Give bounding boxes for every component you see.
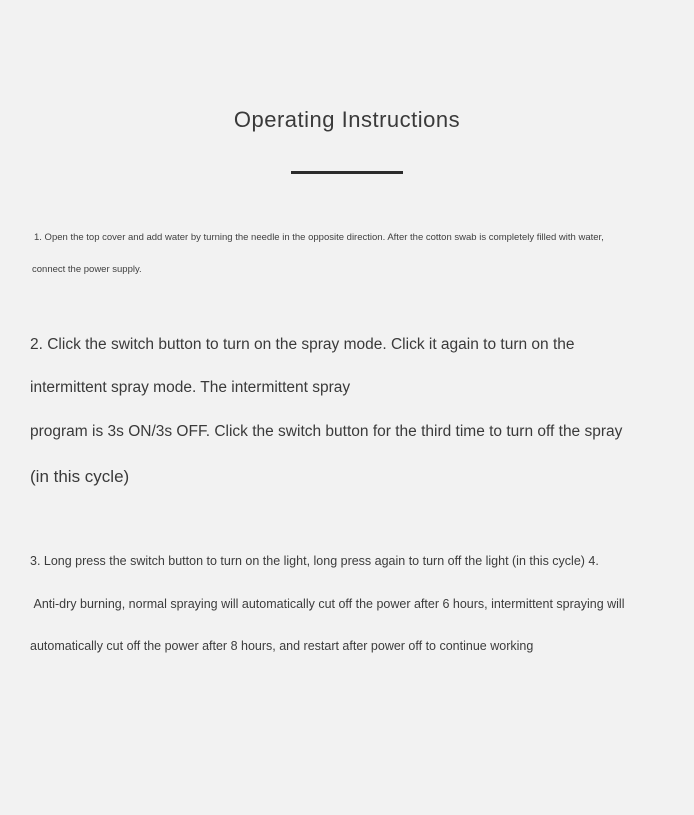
instruction-step-3 bbox=[0, 540, 694, 668]
instruction-step-2 bbox=[0, 323, 694, 501]
instruction-line: program is 3s ON/3s OFF. Click the switch button for the third time to turn off the spray bbox=[30, 422, 623, 440]
instruction-line: 1. Open the top cover and add water by turning the needle in the opposite direction. After the cotton swab is completely filled with water, bbox=[34, 232, 604, 244]
instruction-line: (in this cycle) bbox=[30, 466, 130, 486]
instruction-line: intermittent spray mode. The intermittent spray bbox=[30, 379, 351, 397]
instructions-page bbox=[0, 15, 694, 815]
title-divider-wrapper bbox=[0, 171, 694, 174]
instruction-line: connect the power supply. bbox=[32, 264, 142, 276]
instruction-step-1 bbox=[0, 222, 694, 287]
page-title: Operating Instructions bbox=[233, 106, 461, 132]
instruction-line: Anti-dry burning, normal spraying will automatically cut off the power after 6 hours, intermittent spraying will bbox=[30, 596, 625, 611]
instruction-line: 3. Long press the switch button to turn on the light, long press again to turn off the light (in this cycle) 4. bbox=[30, 554, 599, 569]
instruction-line: automatically cut off the power after 8 hours, and restart after power off to continue working bbox=[30, 639, 534, 654]
instruction-line: 2. Click the switch button to turn on the spray mode. Click it again to turn on the bbox=[30, 335, 575, 353]
divider-rule bbox=[291, 171, 403, 174]
